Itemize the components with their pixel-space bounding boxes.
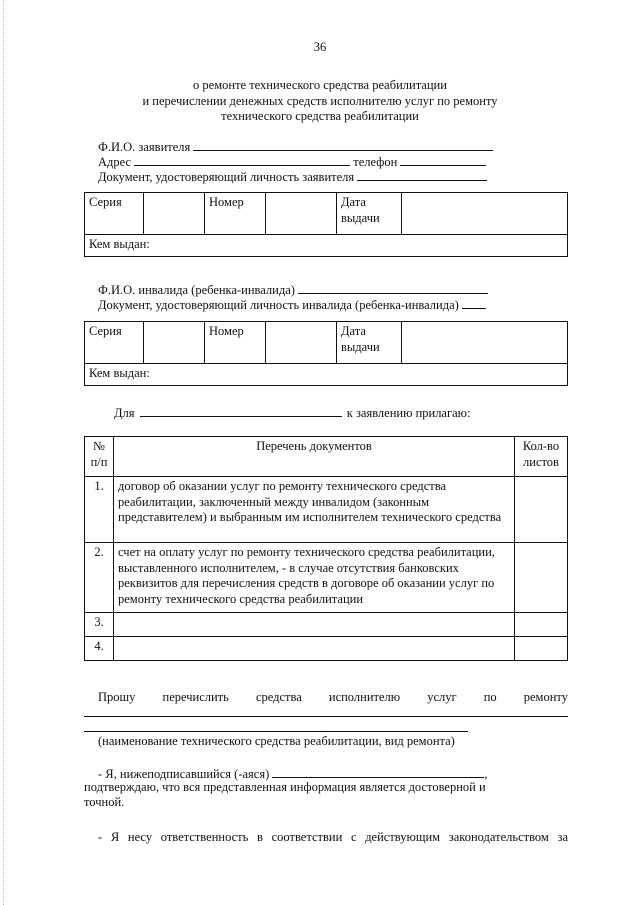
request-field-line-1[interactable] (84, 716, 568, 717)
applicant-series-label: Серия (85, 193, 144, 235)
applicant-doc-row (98, 168, 487, 186)
request-caption: (наименование технического средства реабилитации, вид ремонта) (98, 734, 455, 748)
title-line-2: и перечислении денежных средств исполнителю услуг по ремонту (142, 94, 498, 108)
applicant-date-label-line2: выдачи (341, 210, 380, 225)
request-word: средства (255, 690, 302, 704)
documents-table-header (85, 437, 568, 477)
invalid-series-cell[interactable] (144, 322, 205, 364)
invalid-date-label-line1: Дата (341, 324, 366, 338)
applicant-date-label (337, 193, 402, 235)
documents-table (84, 436, 568, 661)
row-num: 1. (85, 477, 114, 543)
attach-row (114, 404, 470, 422)
invalid-date-label (337, 322, 402, 364)
applicant-phone-label: телефон (353, 155, 398, 169)
invalid-date-label-line2: выдачи (341, 339, 380, 354)
row-text: счет на оплату услуг по ремонту технического средства реабилитации, выставленного исполнителем, - в случае отсутствия банковских реквизитов для перечисления средств в договоре об оказании услуг по ремонту технического средства реабилитации (114, 543, 515, 613)
invalid-date-cell[interactable] (402, 322, 568, 364)
applicant-issued-by-cell[interactable]: Кем выдан: (85, 235, 568, 257)
applicant-doc-label: Документ, удостоверяющий личность заявителя (98, 170, 355, 184)
signer-name-field[interactable] (272, 765, 484, 778)
applicant-id-table (84, 192, 568, 257)
invalid-issued-by-cell[interactable]: Кем выдан: (85, 364, 568, 386)
applicant-fio-field[interactable] (193, 138, 493, 151)
row-text[interactable] (114, 637, 515, 661)
request-word: услуг (427, 690, 457, 704)
applicant-date-cell[interactable] (402, 193, 568, 235)
col-num-header (85, 437, 114, 477)
row-num: 3. (85, 613, 114, 637)
col-num-header-line2: п/п (90, 454, 108, 469)
applicant-number-label: Номер (205, 193, 266, 235)
invalid-series-label: Серия (85, 322, 144, 364)
applicant-date-label-line1: Дата (341, 195, 366, 209)
attach-suffix: к заявлению прилагаю: (346, 406, 471, 420)
title-line-3: технического средства реабилитации (221, 109, 419, 123)
request-line (98, 690, 568, 706)
table-row (85, 637, 568, 661)
applicant-address-field[interactable] (134, 153, 350, 166)
invalid-doc-field[interactable] (462, 296, 486, 309)
confirm-prefix: - Я, нижеподписавшийся (-аяся) (98, 767, 270, 781)
row-num: 4. (85, 637, 114, 661)
col-list-header: Перечень документов (114, 437, 515, 477)
applicant-series-cell[interactable] (144, 193, 205, 235)
row-count-cell[interactable] (515, 477, 568, 543)
invalid-fio-label: Ф.И.О. инвалида (ребенка-инвалида) (98, 283, 295, 297)
attach-prefix: Для (114, 406, 135, 420)
invalid-fio-field[interactable] (298, 281, 488, 294)
applicant-address-label: Адрес (98, 155, 132, 169)
confirm-line-3: точной. (84, 795, 125, 809)
request-word: исполнителю (328, 690, 401, 704)
request-word: перечислить (162, 690, 229, 704)
row-count-cell[interactable] (515, 543, 568, 613)
invalid-doc-label: Документ, удостоверяющий личность инвалида (ребенка-инвалида) (98, 298, 459, 312)
page-number: 36 (313, 40, 327, 54)
table-row (85, 613, 568, 637)
row-text: договор об оказании услуг по ремонту технического средства реабилитации, заключенный между инвалидом (законным представителем) и выбранным им исполнителем технического средства (114, 477, 515, 543)
applicant-doc-field[interactable] (357, 168, 487, 181)
confirm-line-2: подтверждаю, что вся представленная информация является достоверной и (84, 780, 486, 794)
request-field-line-2[interactable] (84, 731, 468, 732)
col-count-header-line1: Кол-во (522, 439, 560, 453)
invalid-doc-row (98, 296, 486, 314)
col-count-header-line2: листов (523, 454, 559, 469)
table-row (85, 477, 568, 543)
title-line-1: о ремонте технического средства реабилитации (193, 78, 447, 92)
invalid-number-label: Номер (205, 322, 266, 364)
row-count-cell[interactable] (515, 613, 568, 637)
attach-field[interactable] (140, 404, 342, 417)
applicant-number-cell[interactable] (266, 193, 337, 235)
invalid-id-table (84, 321, 568, 386)
invalid-number-cell[interactable] (266, 322, 337, 364)
scan-margin-dots (3, 0, 4, 905)
applicant-fio-label: Ф.И.О. заявителя (98, 140, 191, 154)
col-count-header (515, 437, 568, 477)
row-count-cell[interactable] (515, 637, 568, 661)
responsibility-text: - Я несу ответственность в соответствии с действующим законодательством за (98, 830, 568, 844)
request-word: по (483, 690, 497, 704)
request-word: ремонту (523, 690, 568, 704)
request-word: Прошу (98, 690, 136, 704)
col-num-header-line1: № (93, 439, 105, 453)
table-row (85, 543, 568, 613)
row-num: 2. (85, 543, 114, 613)
row-text[interactable] (114, 613, 515, 637)
confirm-comma: , (484, 767, 488, 781)
applicant-phone-field[interactable] (400, 153, 486, 166)
